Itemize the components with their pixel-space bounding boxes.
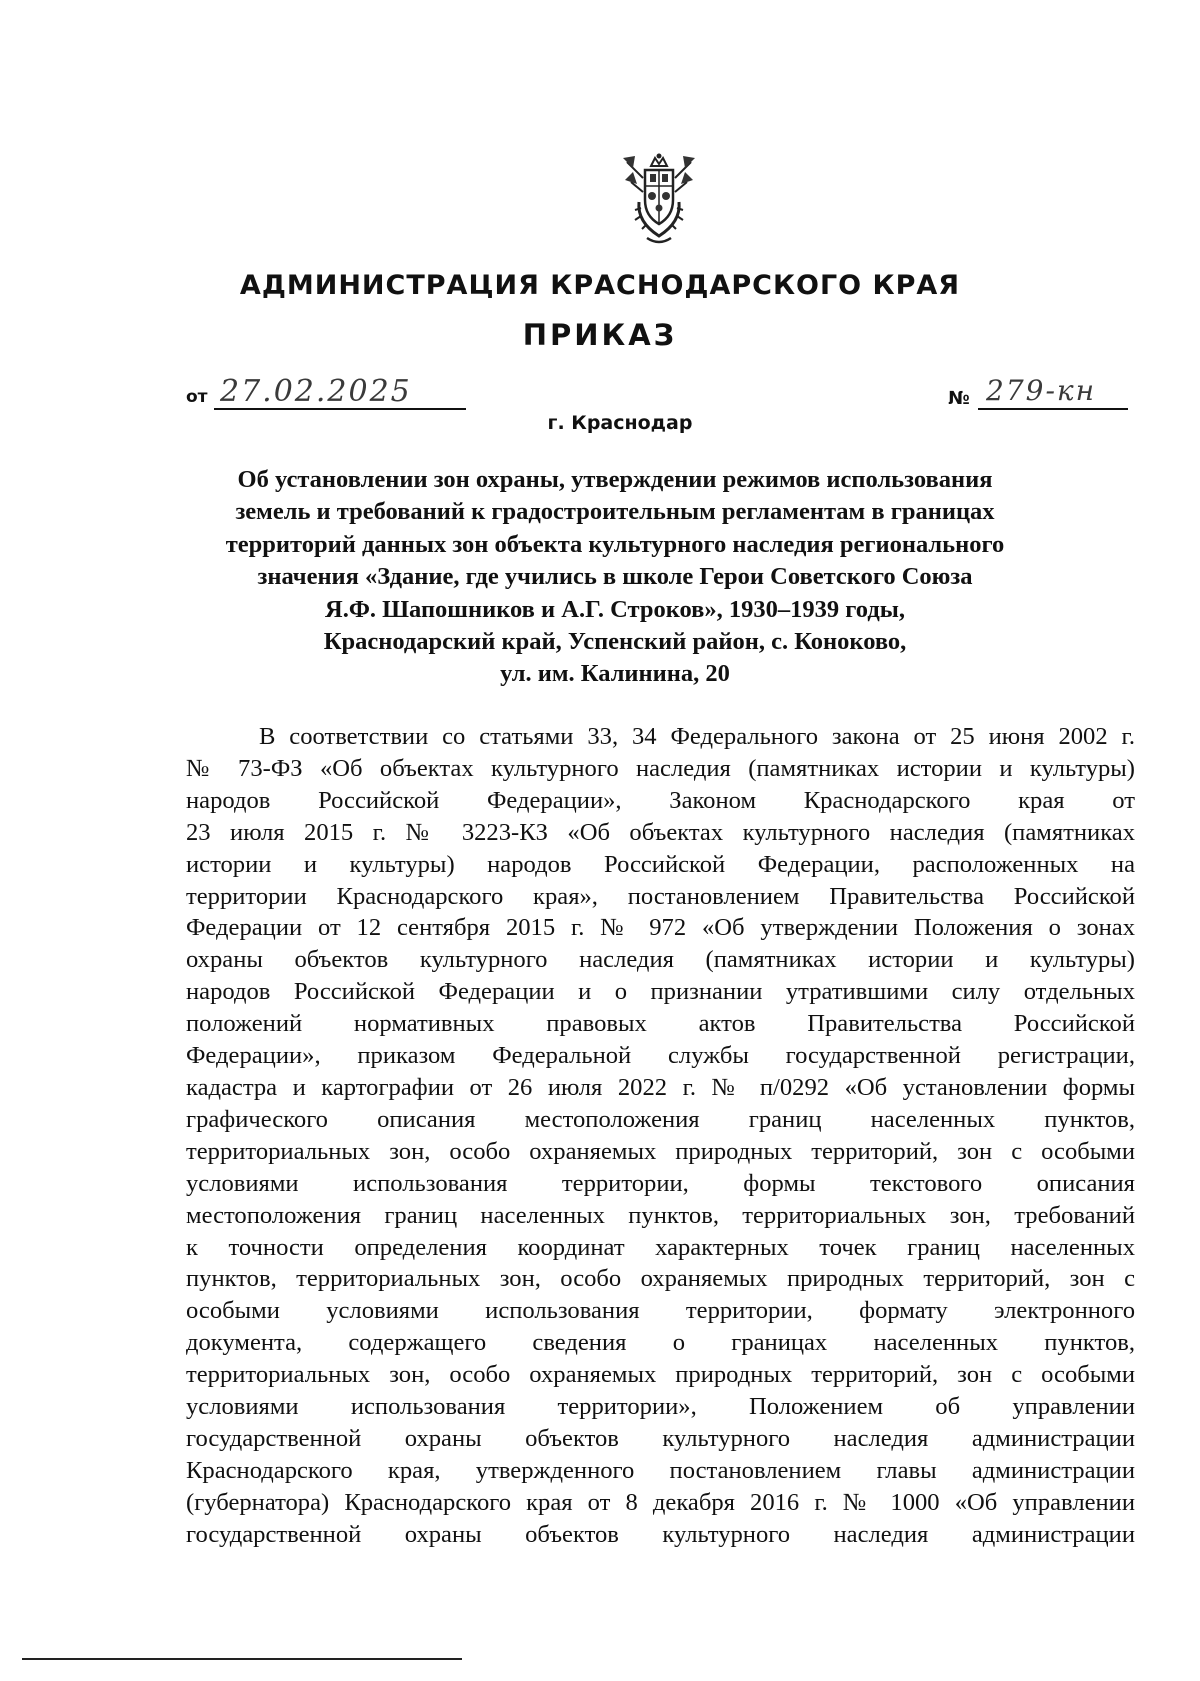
body-line: кадастра и картографии от 26 июля 2022 г. № п/0292 «Об установлении формы (186, 1073, 1135, 1101)
title-line: земель и требований к градостроительным регламентам в границах (235, 498, 995, 526)
number-value: 279-кн (986, 374, 1097, 407)
body-line: (губернатора) Краснодарского края от 8 декабря 2016 г. № 1000 «Об управлении (186, 1488, 1135, 1516)
body-line: Федерации от 12 сентября 2015 г. № 972 «Об утверждении Положения о зонах (186, 914, 1135, 942)
body-line: местоположения границ населенных пунктов, территориальных зон, требований (186, 1201, 1135, 1229)
body-text (186, 721, 1135, 1551)
date-label: от (186, 387, 208, 407)
body-line: В соответствии со статьями 33, 34 Федерального закона от 25 июня 2002 г. (259, 723, 1135, 750)
body-line: особыми условиями использования территории, формату электронного (186, 1297, 1135, 1325)
number-underline (978, 408, 1128, 410)
body-line: положений нормативных правовых актов Правительства Российской (186, 1010, 1135, 1038)
city-name: г. Краснодар (547, 412, 693, 434)
body-line: государственной охраны объектов культурного наследия администрации (186, 1520, 1135, 1548)
body-line: № 73-ФЗ «Об объектах культурного наследия (памятниках истории и культуры) (186, 754, 1135, 782)
body-line: условиями использования территории», Положением об управлении (186, 1393, 1135, 1421)
document-title (200, 464, 1030, 691)
body-line: народов Российской Федерации и о признании утратившими силу отдельных (186, 978, 1135, 1006)
body-line: истории и культуры) народов Российской Федерации, расположенных на (186, 850, 1135, 878)
body-line: 23 июля 2015 г. № 3223-КЗ «Об объектах культурного наследия (памятниках (186, 818, 1135, 846)
number-label: № (948, 388, 970, 409)
title-line: территорий данных зон объекта культурного наследия регионального (225, 530, 1005, 558)
body-line: Краснодарского края, утвержденного постановлением главы администрации (186, 1456, 1135, 1484)
body-line: пунктов, территориальных зон, особо охраняемых природных территорий, зон с (186, 1265, 1135, 1293)
body-line: условиями использования территории, формы текстового описания (186, 1169, 1135, 1197)
date-value: 27.02.2025 (220, 374, 412, 409)
document-type: ПРИКАЗ (522, 318, 678, 352)
title-line: ул. им. Калинина, 20 (500, 660, 730, 688)
title-line: значения «Здание, где учились в школе Герои Советского Союза (257, 563, 973, 591)
body-line: территориальных зон, особо охраняемых природных территорий, зон с особыми (186, 1137, 1135, 1165)
body-line: охраны объектов культурного наследия (памятниках истории и культуры) (186, 946, 1135, 974)
organization-name: АДМИНИСТРАЦИЯ КРАСНОДАРСКОГО КРАЯ (239, 270, 961, 301)
body-line: Федерации», приказом Федеральной службы государственной регистрации, (186, 1042, 1135, 1070)
footer-rule (22, 1658, 462, 1660)
body-line: территории Краснодарского края», постановлением Правительства Российской (186, 882, 1135, 910)
body-line: графического описания местоположения границ населенных пунктов, (186, 1105, 1135, 1133)
body-line: народов Российской Федерации», Законом Краснодарского края от (186, 786, 1135, 814)
body-line: территориальных зон, особо охраняемых природных территорий, зон с особыми (186, 1361, 1135, 1389)
body-line: государственной охраны объектов культурного наследия администрации (186, 1424, 1135, 1452)
body-line: документа, содержащего сведения о границах населенных пунктов, (186, 1329, 1135, 1357)
coat-of-arms-icon (617, 152, 701, 248)
title-line: Я.Ф. Шапошников и А.Г. Строков», 1930–1939 годы, (325, 595, 905, 623)
title-line: Краснодарский край, Успенский район, с. Коноково, (323, 628, 907, 656)
title-line: Об установлении зон охраны, утверждении режимов использования (237, 466, 993, 493)
body-line: к точности определения координат характерных точек границ населенных (186, 1233, 1135, 1261)
